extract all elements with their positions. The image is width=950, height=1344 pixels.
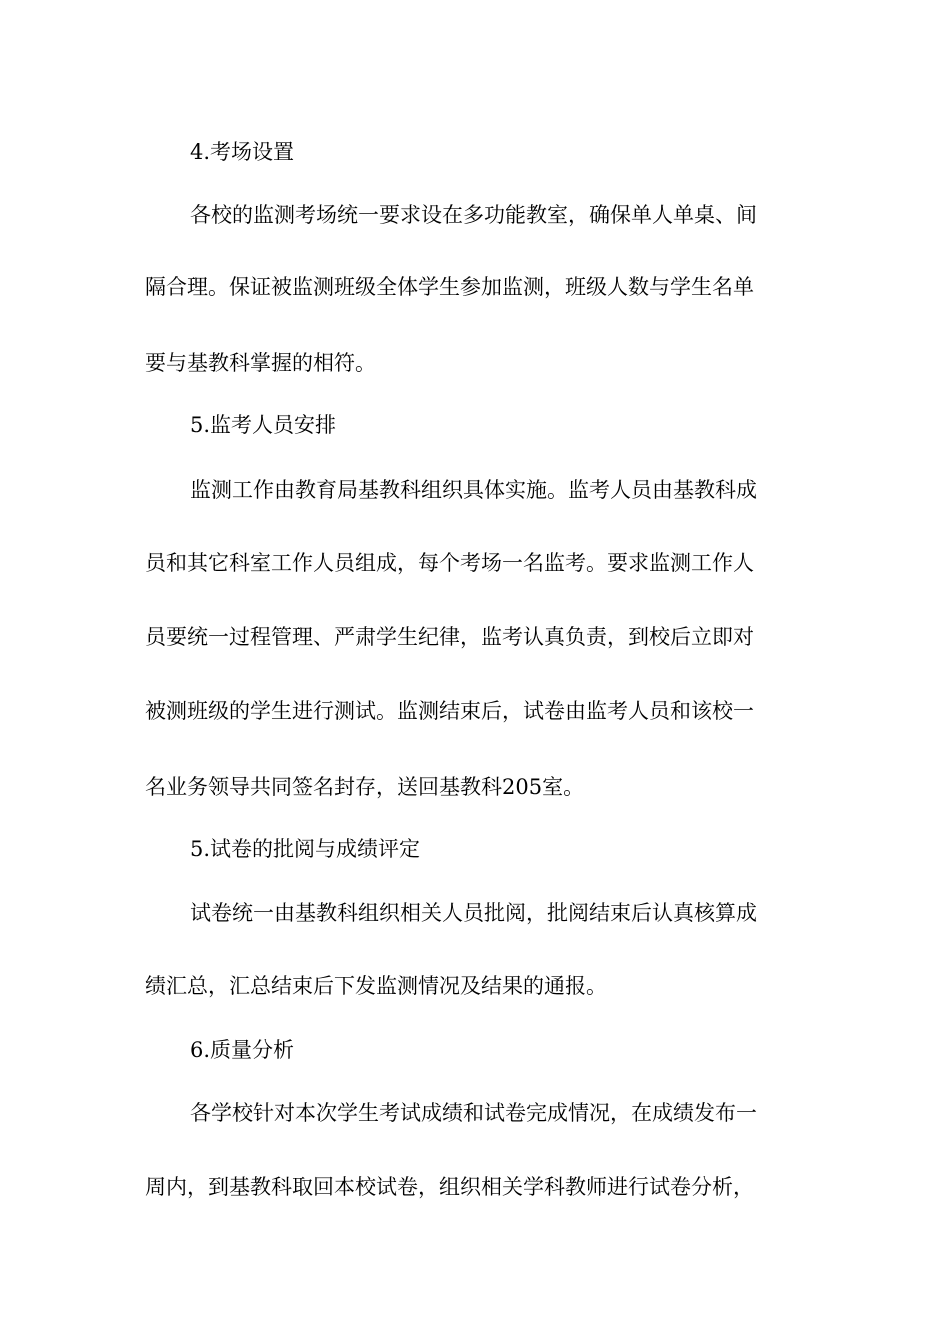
paragraph-line: 员和其它科室工作人员组成，每个考场一名监考。要求监测工作人 <box>145 551 754 575</box>
paragraph-line: 被测班级的学生进行测试。监测结束后，试卷由监考人员和该校一 <box>145 699 754 723</box>
paragraph-line: 绩汇总，汇总结束后下发监测情况及结果的通报。 <box>145 974 607 998</box>
paragraph-line: 员要统一过程管理、严肃学生纪律，监考认真负责，到校后立即对 <box>145 625 754 649</box>
section-heading: 5.试卷的批阅与成绩评定 <box>190 837 421 861</box>
paragraph-line: 各校的监测考场统一要求设在多功能教室，确保单人单桌、间 <box>190 203 757 227</box>
paragraph-line: 各学校针对本次学生考试成绩和试卷完成情况，在成绩发布一 <box>190 1101 757 1125</box>
section-heading: 4.考场设置 <box>190 140 295 164</box>
paragraph-line: 要与基教科掌握的相符。 <box>145 351 376 375</box>
paragraph-line: 试卷统一由基教科组织相关人员批阅，批阅结束后认真核算成 <box>190 901 757 925</box>
paragraph-line: 名业务领导共同签名封存，送回基教科205室。 <box>145 775 585 799</box>
paragraph-line: 隔合理。保证被监测班级全体学生参加监测，班级人数与学生名单 <box>145 275 754 299</box>
section-heading: 5.监考人员安排 <box>190 413 337 437</box>
paragraph-line: 监测工作由教育局基教科组织具体实施。监考人员由基教科成 <box>190 478 757 502</box>
section-heading: 6.质量分析 <box>190 1038 295 1062</box>
paragraph-line: 周内，到基教科取回本校试卷，组织相关学科教师进行试卷分析， <box>145 1175 754 1199</box>
